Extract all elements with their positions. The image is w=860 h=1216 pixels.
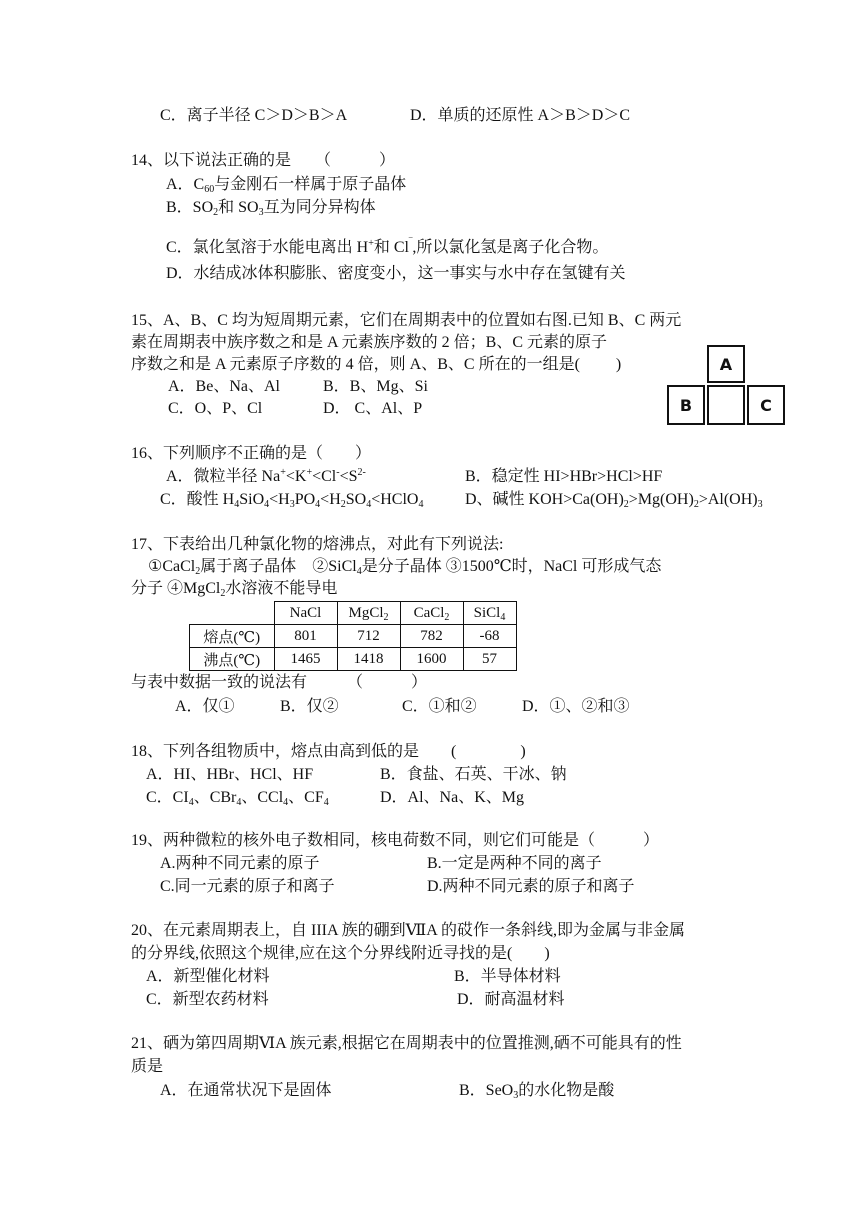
q15-option-c: C．O、P、Cl [168, 400, 263, 417]
q17-question: 与表中数据一致的说法有 （ ） [131, 674, 428, 691]
q14-option-a: A．$C_{60}$与金刚石一样属于原子晶体 [166, 176, 407, 195]
q16-stem: 16、下列顺序不正确的是（ ） [131, 445, 372, 462]
table-cell: 712 [337, 625, 400, 648]
q19-option-a: A.两种不同元素的原子 [160, 855, 320, 872]
table-cell: 1418 [337, 648, 400, 671]
q17-option-b: B．仅② [280, 698, 339, 715]
q14-option-d: D．水结成冰体积膨胀、密度变小，这一事实与水中存在氢键有关 [166, 265, 626, 282]
q18-option-a: A．HI、HBr、HCl、HF [146, 766, 314, 783]
q17-statements-line1: ①CaCl$_2$属于离子晶体 ②SiCl$_4$是分子晶体 ③1500℃时，NaCl 可形成气态 [148, 558, 662, 577]
q17-option-c: C．①和② [402, 698, 477, 715]
q19-option-c: C.同一元素的原子和离子 [160, 878, 335, 895]
q14-stem: 14、以下说法正确的是 （ ） [131, 152, 396, 169]
table-header-cell: CaCl$_2$ [400, 602, 463, 625]
table-cell: 1600 [400, 648, 463, 671]
q18-option-c: C．$CI_4$、CBr$_4$、CCl$_4$、$CF_4$ [146, 789, 329, 808]
q16-option-b: B．稳定性 HI>HBr>HCl>HF [465, 468, 663, 485]
q20-stem-line1: 20、在元素周期表上，自 IIIA 族的硼到ⅦA 的砹作一条斜线,即为金属与非金属 [131, 922, 685, 939]
q17-option-d: D．①、②和③ [522, 698, 630, 715]
q20-stem-line2: 的分界线,依照这个规律,应在这个分界线附近寻找的是( ) [131, 945, 550, 962]
q17-option-a: A．仅① [175, 698, 235, 715]
q15-stem-line3: 序数之和是 A 元素原子序数的 4 倍，则 A、B、C 所在的一组是( ) [131, 356, 622, 373]
q14-option-b: B．$SO_2$和 $SO_3$互为同分异构体 [166, 199, 376, 218]
table-cell: 801 [274, 625, 337, 648]
q21-option-a: A．在通常状况下是固体 [160, 1082, 332, 1099]
table-row [190, 625, 517, 648]
q18-option-d: D．Al、Na、K、Mg [380, 789, 524, 806]
table-cell: 782 [400, 625, 463, 648]
q18-stem: 18、下列各组物质中，熔点由高到低的是 ( ) [131, 743, 526, 760]
q15-option-b: B．B、Mg、Si [323, 378, 428, 395]
cell-empty [707, 385, 745, 425]
q21-stem-line1: 21、硒为第四周期ⅥA 族元素,根据它在周期表中的位置推测,硒不可能具有的性 [131, 1035, 682, 1052]
table-cell: -68 [463, 625, 516, 648]
melting-boiling-table [189, 601, 517, 671]
q21-option-b: B．SeO$_3$的水化物是酸 [459, 1082, 615, 1101]
q15-stem-line1: 15、A、B、C 均为短周期元素，它们在周期表中的位置如右图.已知 B、C 两元 [131, 312, 682, 329]
q19-stem: 19、两种微粒的核外电子数相同，核电荷数不同，则它们可能是（ ） [131, 832, 660, 849]
q13-option-c: C．离子半径 C＞D＞B＞A [160, 107, 348, 124]
table-header-cell: NaCl [274, 602, 337, 625]
cell-b: B [667, 385, 705, 425]
q18-option-b: B．食盐、石英、干冰、钠 [380, 766, 567, 783]
table-header-cell: MgCl$_2$ [337, 602, 400, 625]
q15-option-d: D． C、Al、P [323, 400, 423, 417]
q21-stem-line2: 质是 [131, 1058, 164, 1075]
q19-option-d: D.两种不同元素的原子和离子 [427, 878, 635, 895]
cell-c: C [747, 385, 785, 425]
table-row-label: 熔点(℃) [190, 625, 275, 648]
table-row-label: 沸点(℃) [190, 648, 275, 671]
q20-option-b: B．半导体材料 [454, 968, 561, 985]
table-corner-cell [190, 602, 275, 625]
table-header-row [190, 602, 517, 625]
table-cell: 1465 [274, 648, 337, 671]
q14-option-c: C．氯化氢溶于水能电离出 H+和 Cl‾,所以氯化氢是离子化合物。 [166, 238, 609, 256]
q20-option-d: D．耐高温材料 [457, 991, 565, 1008]
q20-option-c: C．新型农药材料 [146, 991, 269, 1008]
q16-option-d: D、碱性 $KOH>Ca(OH)_2>Mg(OH)_2>Al(OH)_3$ [465, 491, 763, 510]
q13-option-d: D．单质的还原性 A＞B＞D＞C [410, 107, 631, 124]
q15-option-a: A．Be、Na、Al [168, 378, 280, 395]
q17-statements-line2: 分子 ④MgCl$_2$水溶液不能导电 [131, 580, 338, 599]
q16-option-c: C．酸性 $H_4SiO_4<H_3PO_4<H_2SO_4<HClO_4$ [160, 491, 424, 510]
q16-option-a: A．微粒半径 $Na^+<K^+<Cl^-<S^{2-}$ [166, 467, 366, 485]
q19-option-b: B.一定是两种不同的离子 [427, 855, 602, 872]
table-row [190, 648, 517, 671]
cell-a: A [707, 345, 745, 383]
q20-option-a: A．新型催化材料 [146, 968, 270, 985]
q15-stem-line2: 素在周期表中族序数之和是 A 元素族序数的 2 倍；B、C 元素的原子 [131, 334, 608, 351]
table-cell: 57 [463, 648, 516, 671]
table-header-cell: SiCl$_4$ [463, 602, 516, 625]
q17-stem: 17、下表给出几种氯化物的熔沸点，对此有下列说法: [131, 536, 504, 553]
